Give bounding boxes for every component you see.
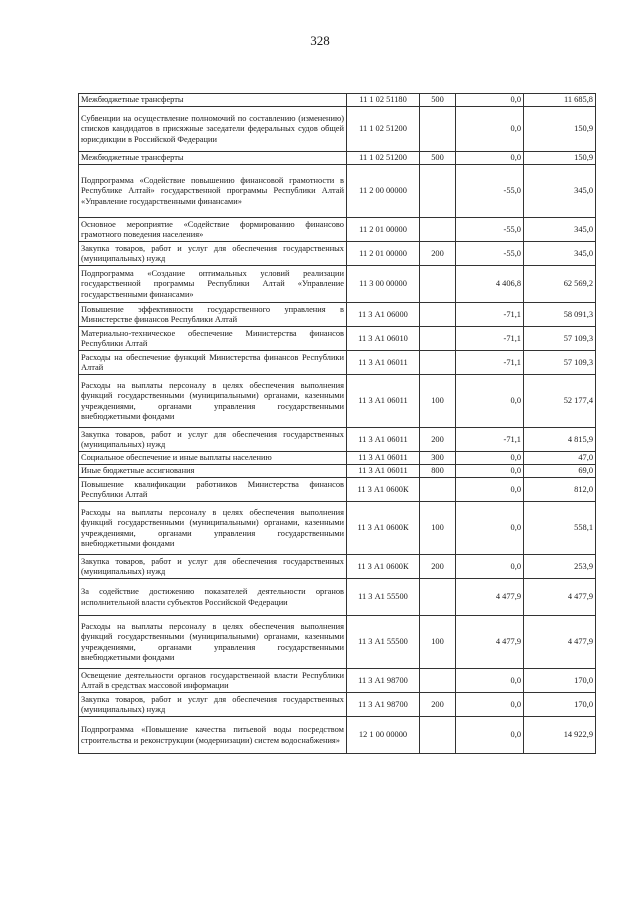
row-type-cell: 100 [420,502,456,555]
row-name-cell: Расходы на обеспечение функций Министерства финансов Республики Алтай [79,351,347,375]
row-amount2-cell: 4 477,9 [524,616,596,669]
row-amount2-cell: 69,0 [524,465,596,478]
table-row [79,375,596,428]
row-code-cell: 11 3 А1 55500 [347,616,420,669]
row-amount1-cell: -71,1 [456,303,524,327]
budget-table [78,93,596,754]
row-name-cell: Подпрограмма «Содействие повышению финансовой грамотности в Республике Алтай» государственной программы Республики Алтай «Управление государственными финансами» [79,165,347,218]
row-name-cell: Закупка товаров, работ и услуг для обеспечения государственных (муниципальных) нужд [79,555,347,579]
table-row [79,107,596,152]
row-amount1-cell: 4 477,9 [456,579,524,616]
row-code-cell: 11 3 00 00000 [347,266,420,303]
row-code-cell: 11 3 А1 98700 [347,669,420,693]
row-amount2-cell: 14 922,9 [524,717,596,754]
row-type-cell: 800 [420,465,456,478]
row-amount2-cell: 345,0 [524,218,596,242]
row-name-cell: Закупка товаров, работ и услуг для обеспечения государственных (муниципальных) нужд [79,428,347,452]
row-code-cell: 11 3 А1 06010 [347,327,420,351]
table-row [79,579,596,616]
row-amount1-cell: 4 406,8 [456,266,524,303]
page-number: 328 [310,33,330,48]
row-type-cell [420,669,456,693]
row-amount2-cell: 62 569,2 [524,266,596,303]
row-name-cell: Основное мероприятие «Содействие формированию финансово грамотного поведения населения» [79,218,347,242]
row-amount1-cell: -71,1 [456,428,524,452]
table-row [79,478,596,502]
row-amount2-cell: 150,9 [524,152,596,165]
row-amount1-cell: -55,0 [456,218,524,242]
table-row [79,502,596,555]
row-type-cell: 100 [420,616,456,669]
row-type-cell: 500 [420,152,456,165]
row-type-cell [420,579,456,616]
table-row [79,669,596,693]
row-type-cell [420,266,456,303]
row-amount2-cell: 150,9 [524,107,596,152]
table-row [79,555,596,579]
row-amount1-cell: 0,0 [456,502,524,555]
row-type-cell [420,165,456,218]
row-code-cell: 11 3 А1 06011 [347,465,420,478]
row-amount1-cell: 0,0 [456,555,524,579]
row-amount1-cell: 0,0 [456,152,524,165]
row-type-cell: 500 [420,94,456,107]
table-row [79,327,596,351]
row-type-cell: 200 [420,693,456,717]
table-row [79,242,596,266]
row-name-cell: Межбюджетные трансферты [79,94,347,107]
row-name-cell: Подпрограмма «Создание оптимальных условий реализации государственной программы Республики Алтай «Управление государственными финансами» [79,266,347,303]
row-amount1-cell: 0,0 [456,693,524,717]
row-name-cell: Межбюджетные трансферты [79,152,347,165]
row-code-cell: 11 1 02 51200 [347,152,420,165]
table-row [79,616,596,669]
row-code-cell: 11 2 01 00000 [347,218,420,242]
row-code-cell: 11 2 00 00000 [347,165,420,218]
row-name-cell: Повышение эффективности государственного управления в Министерстве финансов Республики Алтай [79,303,347,327]
row-type-cell: 100 [420,375,456,428]
row-code-cell: 11 3 А1 0600К [347,555,420,579]
row-name-cell: Субвенции на осуществление полномочий по составлению (изменению) списков кандидатов в присяжные заседатели федеральных судов общей юрисдикции в Российской Федерации [79,107,347,152]
row-amount1-cell: -55,0 [456,242,524,266]
row-type-cell [420,351,456,375]
row-amount2-cell: 57 109,3 [524,351,596,375]
row-code-cell: 12 1 00 00000 [347,717,420,754]
row-type-cell [420,107,456,152]
table-row [79,218,596,242]
row-amount1-cell: -71,1 [456,327,524,351]
row-type-cell: 200 [420,555,456,579]
row-amount2-cell: 812,0 [524,478,596,502]
table-row [79,94,596,107]
row-amount1-cell: 0,0 [456,669,524,693]
row-amount1-cell: 4 477,9 [456,616,524,669]
row-amount2-cell: 170,0 [524,693,596,717]
row-amount2-cell: 47,0 [524,452,596,465]
row-name-cell: Закупка товаров, работ и услуг для обеспечения государственных (муниципальных) нужд [79,242,347,266]
row-amount1-cell: 0,0 [456,717,524,754]
row-type-cell: 200 [420,428,456,452]
row-code-cell: 11 3 А1 0600К [347,478,420,502]
row-amount2-cell: 52 177,4 [524,375,596,428]
table-row [79,693,596,717]
table-row [79,428,596,452]
row-name-cell: Освещение деятельности органов государственной власти Республики Алтай в средствах массовой информации [79,669,347,693]
row-code-cell: 11 1 02 51180 [347,94,420,107]
table-row [79,165,596,218]
row-code-cell: 11 3 А1 06000 [347,303,420,327]
row-type-cell: 200 [420,242,456,266]
row-amount2-cell: 4 477,9 [524,579,596,616]
row-name-cell: Подпрограмма «Повышение качества питьевой воды посредством строительства и реконструкции (модернизации) систем водоснабжения» [79,717,347,754]
row-amount1-cell: 0,0 [456,94,524,107]
row-name-cell: Закупка товаров, работ и услуг для обеспечения государственных (муниципальных) нужд [79,693,347,717]
row-name-cell: Иные бюджетные ассигнования [79,465,347,478]
row-amount1-cell: 0,0 [456,107,524,152]
row-name-cell: Расходы на выплаты персоналу в целях обеспечения выполнения функций государственными (муниципальными) органами, казенными учреждениями, органами управления государственными внебюджетными фондами [79,375,347,428]
row-code-cell: 11 3 А1 06011 [347,351,420,375]
row-code-cell: 11 3 А1 0600К [347,502,420,555]
table-row [79,452,596,465]
row-amount2-cell: 345,0 [524,242,596,266]
row-name-cell: Расходы на выплаты персоналу в целях обеспечения выполнения функций государственными (муниципальными) органами, казенными учреждениями, органами управления государственными внебюджетными фондами [79,502,347,555]
row-code-cell: 11 2 01 00000 [347,242,420,266]
row-amount2-cell: 57 109,3 [524,327,596,351]
row-amount2-cell: 4 815,9 [524,428,596,452]
row-type-cell [420,303,456,327]
table-row [79,351,596,375]
table-row [79,266,596,303]
row-amount2-cell: 345,0 [524,165,596,218]
row-amount2-cell: 253,9 [524,555,596,579]
row-type-cell [420,218,456,242]
row-code-cell: 11 3 А1 06011 [347,452,420,465]
row-amount1-cell: 0,0 [456,375,524,428]
row-amount1-cell: -71,1 [456,351,524,375]
row-code-cell: 11 3 А1 55500 [347,579,420,616]
row-amount2-cell: 11 685,8 [524,94,596,107]
table-row [79,717,596,754]
row-name-cell: Расходы на выплаты персоналу в целях обеспечения выполнения функций государственными (муниципальными) органами, казенными учреждениями, органами управления государственными внебюджетными фондами [79,616,347,669]
row-code-cell: 11 3 А1 06011 [347,428,420,452]
row-amount1-cell: 0,0 [456,478,524,502]
row-name-cell: За содействие достижению показателей деятельности органов исполнительной власти субъектов Российской Федерации [79,579,347,616]
table-row [79,152,596,165]
row-amount1-cell: -55,0 [456,165,524,218]
row-amount1-cell: 0,0 [456,452,524,465]
row-amount2-cell: 170,0 [524,669,596,693]
row-name-cell: Повышение квалификации работников Министерства финансов Республики Алтай [79,478,347,502]
row-type-cell [420,327,456,351]
row-name-cell: Социальное обеспечение и иные выплаты населению [79,452,347,465]
row-code-cell: 11 3 А1 06011 [347,375,420,428]
row-amount2-cell: 558,1 [524,502,596,555]
row-amount2-cell: 58 091,3 [524,303,596,327]
row-name-cell: Материально-техническое обеспечение Министерства финансов Республики Алтай [79,327,347,351]
table-row [79,465,596,478]
row-amount1-cell: 0,0 [456,465,524,478]
row-code-cell: 11 3 А1 98700 [347,693,420,717]
row-type-cell: 300 [420,452,456,465]
row-type-cell [420,478,456,502]
row-type-cell [420,717,456,754]
budget-table-body [79,94,596,754]
row-code-cell: 11 1 02 51200 [347,107,420,152]
table-row [79,303,596,327]
